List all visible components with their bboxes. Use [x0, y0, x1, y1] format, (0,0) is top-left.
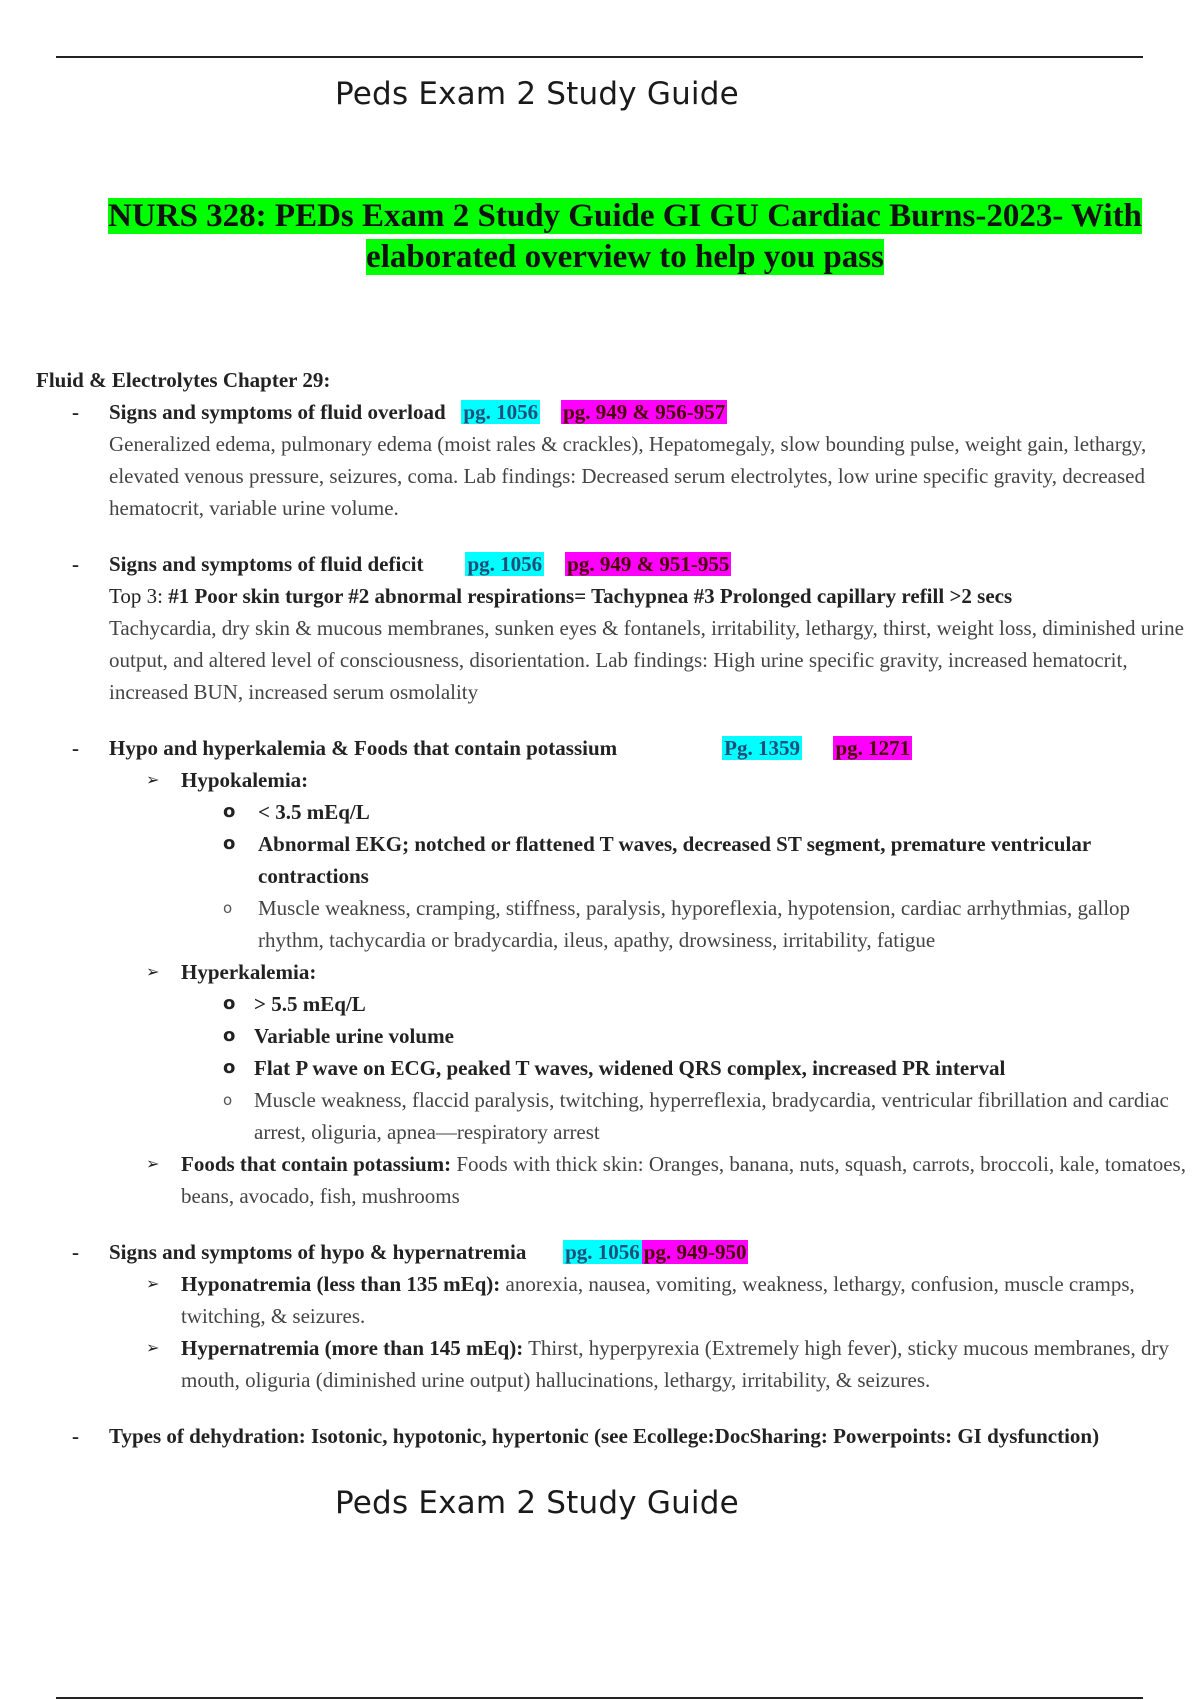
- bullet-text: Abnormal EKG; notched or flattened T waves, decreased ST segment, premature ventricular contractions: [258, 832, 1091, 888]
- dash-bullet: -: [72, 736, 79, 760]
- arrow-bullet-icon: ➢: [146, 962, 160, 981]
- document-title: [50, 196, 1200, 278]
- hyponatremia-label: Hyponatremia (less than 135 mEq):: [181, 1272, 501, 1296]
- study-guide-content: [36, 364, 1186, 1452]
- list-item-fluid-overload: [36, 396, 1186, 524]
- arrow-bullet-icon: ➢: [146, 1338, 160, 1357]
- page-ref-cyan: Pg. 1359: [724, 736, 800, 760]
- hyperkalemia-label: Hyperkalemia:: [181, 960, 317, 984]
- hyperkalemia-bullet: [36, 1052, 1186, 1084]
- filled-bullet-icon: o: [223, 993, 236, 1014]
- foods-label: Foods that contain potassium:: [181, 1152, 452, 1176]
- item-title: Hypo and hyperkalemia & Foods that contain potassium: [109, 736, 618, 760]
- filled-bullet-icon: o: [223, 833, 236, 854]
- bullet-text: Variable urine volume: [254, 1024, 454, 1048]
- hypokalemia-label: Hypokalemia:: [181, 768, 309, 792]
- document-title-line-2: elaborated overview to help you pass: [366, 239, 884, 275]
- list-item-dehydration: [36, 1420, 1186, 1452]
- foods-text: Foods with thick skin: Oranges, banana, nuts, squash, carrots, broccoli, kale, tomatoes, beans, avocado, fish, mushrooms: [181, 1152, 1186, 1208]
- top-rule: [56, 56, 1143, 58]
- bottom-rule: [56, 1697, 1143, 1699]
- document-title-line-1: NURS 328: PEDs Exam 2 Study Guide GI GU Cardiac Burns-2023- With: [108, 198, 1142, 234]
- potassium-foods: [36, 1148, 1186, 1212]
- list-item-potassium: [36, 732, 1186, 764]
- list-item-natremia: [36, 1236, 1186, 1268]
- header-title: Peds Exam 2 Study Guide: [335, 76, 739, 112]
- dash-bullet: -: [72, 552, 79, 576]
- hyponatremia-text: anorexia, nausea, vomiting, weakness, lethargy, confusion, muscle cramps, twitching, & seizures.: [181, 1272, 1135, 1328]
- item-text: Tachycardia, dry skin & mucous membranes, sunken eyes & fontanels, irritability, lethargy, thirst, weight loss, diminished urine output, and altered level of consciousness, disorientation. Lab findings: High urine specific gravity, increased hematocrit, increased BUN, increased serum osmolality: [109, 616, 1184, 704]
- hyponatremia: [36, 1268, 1186, 1332]
- hypernatremia-label: Hypernatremia (more than 145 mEq):: [181, 1336, 524, 1360]
- hypokalemia-bullet: [36, 892, 1186, 956]
- section-heading: Fluid & Electrolytes Chapter 29:: [36, 368, 331, 392]
- arrow-bullet-icon: ➢: [146, 1274, 160, 1293]
- hyperkalemia-bullet: [36, 1084, 1186, 1148]
- bullet-text: Muscle weakness, flaccid paralysis, twitching, hyperreflexia, bradycardia, ventricular fibrillation and cardiac arrest, oliguria, apnea—respiratory arrest: [254, 1088, 1169, 1144]
- footer-title: Peds Exam 2 Study Guide: [335, 1485, 739, 1521]
- top-3-line: [109, 580, 1186, 612]
- item-title: Signs and symptoms of hypo & hypernatremia: [109, 1240, 527, 1264]
- filled-bullet-icon: o: [223, 1025, 236, 1046]
- hollow-bullet-icon: o: [223, 1091, 233, 1109]
- top-3-label: Top 3:: [109, 584, 163, 608]
- item-text: Generalized edema, pulmonary edema (moist rales & crackles), Hepatomegaly, slow bounding pulse, weight gain, lethargy, elevated venous pressure, seizures, coma. Lab findings: Decreased serum electrolytes, low urine specific gravity, decreased hematocrit, variable urine volume.: [109, 432, 1147, 520]
- page-ref-magenta: pg. 949-950: [643, 1240, 747, 1264]
- page-ref-magenta: pg. 949 & 951-955: [567, 552, 730, 576]
- bullet-text: Muscle weakness, cramping, stiffness, paralysis, hyporeflexia, hypotension, cardiac arrhythmias, gallop rhythm, tachycardia or bradycardia, ileus, apathy, drowsiness, irritability, fatigue: [258, 896, 1131, 952]
- hypokalemia-bullet: [36, 828, 1186, 892]
- dash-bullet: -: [72, 400, 79, 424]
- list-item-fluid-deficit: [36, 548, 1186, 708]
- page-ref-cyan: pg. 1056: [463, 400, 539, 424]
- filled-bullet-icon: o: [223, 1057, 236, 1078]
- bullet-text: Flat P wave on ECG, peaked T waves, widened QRS complex, increased PR interval: [254, 1056, 1006, 1080]
- bullet-text: > 5.5 mEq/L: [254, 992, 366, 1016]
- page-ref-magenta: pg. 949 & 956-957: [563, 400, 726, 424]
- hollow-bullet-icon: o: [223, 899, 233, 917]
- filled-bullet-icon: o: [223, 801, 236, 822]
- arrow-bullet-icon: ➢: [146, 770, 160, 789]
- hyperkalemia-bullet: [36, 1020, 1186, 1052]
- bullet-text: < 3.5 mEq/L: [258, 800, 370, 824]
- top-3-text: #1 Poor skin turgor #2 abnormal respirations= Tachypnea #3 Prolonged capillary refill >2 secs: [168, 584, 1013, 608]
- page-ref-magenta: pg. 1271: [835, 736, 911, 760]
- item-title: Signs and symptoms of fluid deficit: [109, 552, 424, 576]
- page-ref-cyan: pg. 1056: [467, 552, 543, 576]
- dash-bullet: -: [72, 1424, 79, 1448]
- hypokalemia-bullet: [36, 796, 1186, 828]
- hypokalemia-heading: [36, 764, 1186, 796]
- hyperkalemia-heading: [36, 956, 1186, 988]
- hypernatremia: [36, 1332, 1186, 1396]
- item-title: Signs and symptoms of fluid overload: [109, 400, 446, 424]
- item-title: Types of dehydration: Isotonic, hypotonic, hypertonic (see Ecollege:DocSharing: Powerpoints: GI dysfunction): [109, 1424, 1100, 1448]
- hypernatremia-text: Thirst, hyperpyrexia (Extremely high fever), sticky mucous membranes, dry mouth, oliguria (diminished urine output) hallucinations, lethargy, irritability, & seizures.: [181, 1336, 1169, 1392]
- page-ref-cyan: pg. 1056: [565, 1240, 640, 1264]
- dash-bullet: -: [72, 1240, 79, 1264]
- hyperkalemia-bullet: [36, 988, 1186, 1020]
- arrow-bullet-icon: ➢: [146, 1154, 160, 1173]
